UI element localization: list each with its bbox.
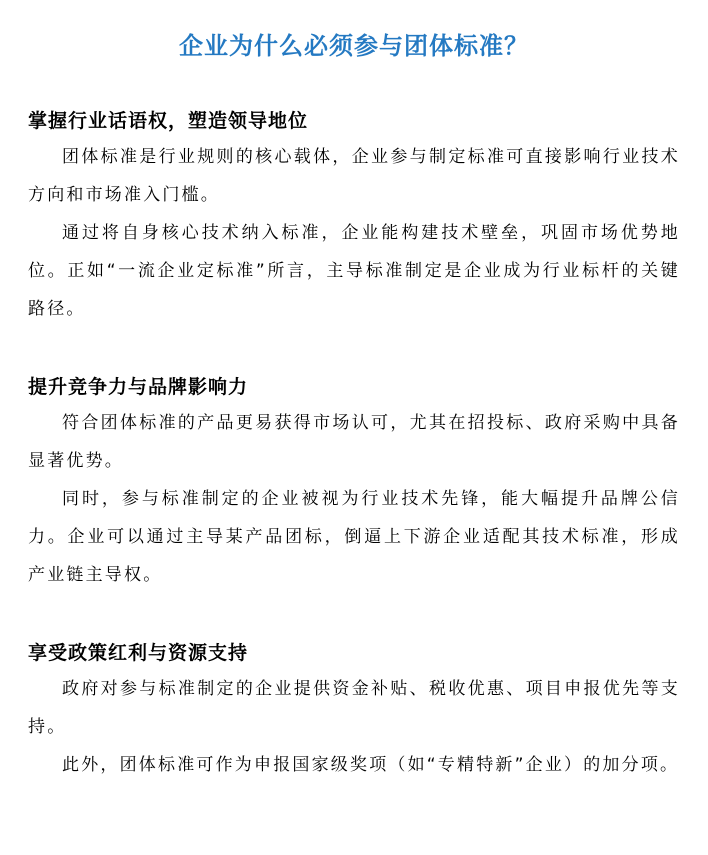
paragraph: 政府对参与标准制定的企业提供资金补贴、税收优惠、项目申报优先等支持。 <box>28 679 680 737</box>
section-heading: 提升竞争力与品牌影响力 <box>28 376 249 398</box>
paragraph: 团体标准是行业规则的核心载体，企业参与制定标准可直接影响行业技术方向和市场准入门槛。 <box>28 147 680 205</box>
document-title: 企业为什么必须参与团体标准？ <box>179 32 529 60</box>
section-competitiveness-brand <box>28 374 680 594</box>
section-industry-voice <box>28 108 680 328</box>
paragraph: 此外，团体标准可作为申报国家级奖项（如“专精特新”企业）的加分项。 <box>62 755 680 775</box>
paragraph: 同时，参与标准制定的企业被视为行业技术先锋，能大幅提升品牌公信力。企业可以通过主导某产品团标，倒逼上下游企业适配其技术标准，形成产业链主导权。 <box>28 489 680 585</box>
document-page <box>0 30 708 855</box>
paragraph: 通过将自身核心技术纳入标准，企业能构建技术壁垒，巩固市场优势地位。正如“一流企业定标准”所言，主导标准制定是企业成为行业标杆的关键路径。 <box>28 223 680 319</box>
section-heading: 享受政策红利与资源支持 <box>28 642 249 664</box>
section-policy-benefits <box>28 640 680 784</box>
section-heading: 掌握行业话语权，塑造领导地位 <box>28 110 309 132</box>
paragraph: 符合团体标准的产品更易获得市场认可，尤其在招投标、政府采购中具备显著优势。 <box>28 413 680 471</box>
